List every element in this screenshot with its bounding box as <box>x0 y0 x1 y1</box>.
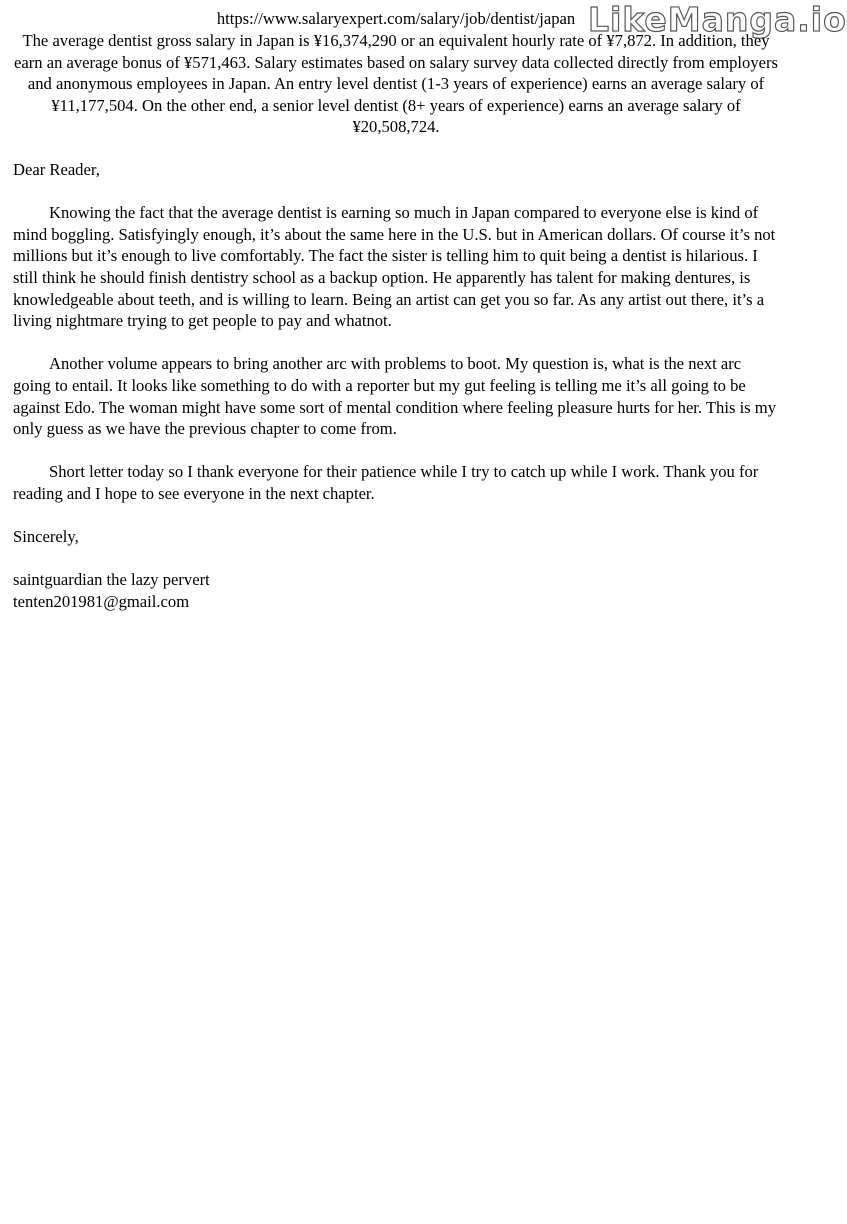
letter-closing: Sincerely, <box>13 527 79 547</box>
letter-paragraph: Short letter today so I thank everyone for their patience while I try to catch up while I work. Thank you for reading and I hope to see everyone in the next chapter. <box>13 462 759 503</box>
signature-name: saintguardian the lazy pervert <box>13 570 210 590</box>
source-url: https://www.salaryexpert.com/salary/job/dentist/japan <box>216 9 576 28</box>
letter-paragraph: Knowing the fact that the average dentist is earning so much in Japan compared to everyone else is kind of mind boggling. Satisfyingly enough, it’s about the same here in the U.S. but in American dollars. Of course it’s not millions but it’s enough to live comfortably. The fact the sister is telling him to quit being a dentist is hilarious. I still think he should finish dentistry school as a backup option. He apparently has talent for making dentures, is knowledgeable about teeth, and is willing to learn. Being an artist can get you so far. As any artist out there, it’s a living nightmare trying to get people to pay and whatnot. <box>13 203 776 331</box>
site-watermark: LikeManga.io <box>588 0 847 39</box>
letter-body <box>13 159 781 612</box>
signature-block <box>13 569 781 612</box>
letter-paragraph: Another volume appears to bring another arc with problems to boot. My question is, what is the next arc going to entail. It looks like something to do with a reporter but my gut feeling is telling me it’s all going to be against Edo. The woman might have some sort of mental condition where feeling pleasure hurts for her. This is my only guess as we have the previous chapter to come from. <box>13 354 776 439</box>
letter-greeting: Dear Reader, <box>13 160 100 179</box>
signature-email: tenten201981@gmail.com <box>13 591 190 611</box>
salary-quote: The average dentist gross salary in Japan is ¥16,374,290 or an equivalent hourly rate of ¥7,872. In addition, they earn an average bonus of ¥571,463. Salary estimates based on salary survey data collected directly from employers and anonymous employees in Japan. An entry level dentist (1-3 years of experience) earns an average salary of ¥11,177,504. On the other end, a senior level dentist (8+ years of experience) earns an average salary of ¥20,508,724. <box>14 31 778 137</box>
